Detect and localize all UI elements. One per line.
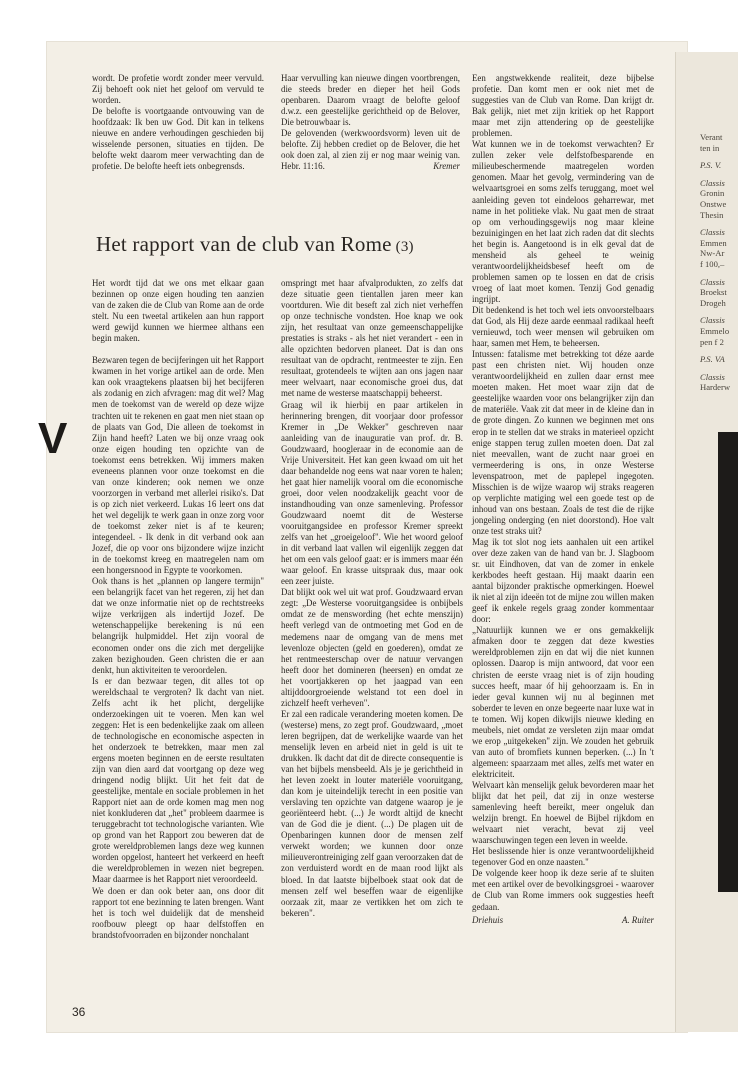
paragraph: Bezwaren tegen de becijferingen uit het Rapport kwamen in het vorige artikel aan de orde. Men kan ook vraagtekens plaatsen bij het becijferen als zodanig en zich afvragen: mag dit wel? Mag men de toekomst van de wereld op deze wijze trachten uit te rekenen en gaat men niet staan op de plaats van God, Die alleen de toekomst in Zijn hand heeft? Laten we bij onze vraag ook onze eigen houding ten opzichte van de toekomst eens betrekken. Wij immers maken eveneens plannen voor onze toekomst en die van onze kinderen; ook nemen we onze voorzorgen in verband met allerlei risiko's. Dat is op zich niet verkeerd. Lukas 16 leert ons dat het wel degelijk te werk gaan in onze zorg voor de toekomst zeker niet is af te keuren; integendeel. - Ik denk in dit verband ook aan Jozef, die op voor ons bijzondere wijze inzicht in de toekomst kreeg en maatregelen nam om een hongersnood in Egypte te voorkomen. — [92, 355, 265, 576]
underlying-page-edge — [675, 52, 738, 1032]
underlying-page-line: Classis — [700, 177, 725, 188]
underlying-dark-block — [718, 432, 738, 892]
underlying-page-line: Harderw — [700, 382, 731, 393]
underlying-page-line: f 100,– — [700, 258, 725, 269]
signature-kremer: Kremer — [433, 161, 460, 172]
signature-location: Driehuis — [472, 914, 504, 925]
underlying-page-line: pen f 2 — [700, 336, 724, 347]
article-title-number: (3) — [395, 239, 414, 255]
paragraph: Wat kunnen we in de toekomst verwachten? Er zullen zeker vele delfstofbesparende en milieubeschermende maatregelen worden genomen. Maar het gevolg, vermindering van de welvaartsgroei en soms zelfs teruggang, moet wel aanleiding geven tot eindeloos geharrewar, met name in het politieke vlak. Nu gaat men de straat op om verhoudingsgewijs nog maar kleine bezuinigingen en het laat zich raden dat dit slechts het begin is. Aangetoond is in elk geval dat de mensheid als geheel te weinig verantwoordelijkheidsbesef heeft om de problemen samen op te lossen en dat de crisis vroeg of laat moet komen. Tenzij God genadig ingrijpt. — [472, 139, 654, 304]
paragraph: De gelovenden (werkwoordsvorm) leven uit de belofte. Zij hebben crediet op de Belover, die het ook doen zal, al zien zij er nog maar weinig van. Hebr. 11:16. — [281, 128, 460, 172]
paragraph: Het wordt tijd dat we ons met elkaar gaan bezinnen op onze eigen houding ten aanzien van de zaken die de Club van Rome aan de orde stelt. Nu een tweetal artikelen aan hun rapport werd gewijd kunnen we hiermee althans een begin maken. — [92, 278, 264, 344]
paragraph — [92, 344, 264, 355]
article-column-1 — [92, 278, 264, 941]
signature-author: A. Ruiter — [621, 914, 654, 925]
paragraph: Intussen: fatalisme met betrekking tot déze aarde past een christen niet. Wij houden onze verantwoordelijkheid en zullen daar ernst mee moeten maken. Het moet waar zijn dat de geestelijke waarden voor ons belangrijker zijn dan de materiële. Vaak zit dat meer in de kleine dan in de grote dingen. Zo kunnen we beginnen met ons erop in te stellen dat we straks in materieel opzicht enige stappen terug zullen moeten doen. Dat zal niet meevallen, want de zucht naar groei en vermeerdering is ons, in onze Westerse levenspatroon, met de paplepel ingegoten. Misschien is de wijze waarop wij straks reageren op verplichte matiging wel een goede test op de inhoud van ons bestaan. Zoals de test die de rijke jongeling onderging (en niet doorstond). Hoe valt onze test straks uit? — [472, 349, 654, 536]
underlying-page-line: Classis — [700, 276, 725, 287]
paragraph: wordt. De profetie wordt zonder meer vervuld. Zij behoeft ook niet het geloof om vervuld te worden. — [92, 73, 264, 106]
underlying-page-line: Onstwe — [700, 198, 727, 209]
underlying-page-line: Broekst — [700, 287, 727, 298]
underlying-page-line: Verant — [700, 132, 723, 142]
underlying-page-line: Emmelo — [700, 325, 730, 336]
paragraph: De belofte is voortgaande ontvouwing van de hoofdzaak: Ik ben uw God. Dit kan in telkens nieuwe en andere verhoudingen geschieden bij wisselende personen, situaties en tijden. De belofte wekt daarom meer verwachting dan de profetie. De belofte heeft iets onbegrensds. — [92, 106, 264, 172]
paragraph: Dit bedenkend is het toch wel iets onvoorstelbaars dat God, als Hij deze aarde eenmaal radikaal heeft vernieuwd, toch weer mensen wil gebruiken om haar, samen met Hem, te beheersen. — [472, 304, 654, 349]
page-number: 36 — [72, 1005, 86, 1019]
paragraph: Een angstwekkende realiteit, deze bijbelse profetie. Dan komt men er ook niet met de suggesties van de Club van Rome. Dan krijgt dr. Bak gelijk, niet met zijn kritiek op het Rapport maar met zijn attendering op de geestelijke problemen. — [472, 73, 654, 139]
paragraph: „Natuurlijk kunnen we er ons gemakkelijk afmaken door te zeggen dat deze kwesties wereldproblemen zijn en dat wij die niet kunnen oplossen. Daarop is mijn antwoord, dat voor een christen de eerste vraag niet is of zijn houding succes heeft, maar óf hij gehoorzaam is. En in ieder geval kunnen wij nu al beginnen met soberder te leven en onze begeerte naar luxe wat in te tomen. Wij kopen dikwijls nieuwe kleding en meubels, niet omdat ze versleten zijn maar omdat we erop „uitgekeken" zijn. We zouden het gebruik van auto of bromfiets kunnen beperken. (...) In 't algemeen: spaarzaam met alles, zelfs met water en elektriciteit. — [472, 625, 654, 779]
top-column-2 — [281, 73, 460, 172]
paragraph: Welvaart kàn menselijk geluk bevorderen maar het blijkt dat het peil, dat zij in onze westerse samenleving heeft bereikt, meer ongeluk dan welzijn brengt. En hoewel de Bijbel rijkdom en welvaart niet veracht, bevat zij veel waarschuwingen tegen een leven in weelde. — [472, 780, 654, 846]
article-column-3 — [472, 73, 654, 926]
paragraph: Het beslissende hier is onze verantwoordelijkheid tegenover God en onze naasten." — [472, 846, 654, 868]
article-title — [96, 232, 414, 257]
paragraph: Mag ik tot slot nog iets aanhalen uit een artikel over deze zaken van de hand van br. J. Slagboom sr. uit Eindhoven, dat van de zomer in enkele kerkbodes heeft gestaan. Hij maakt daarin een aantal bijzonder praktische opmerkingen. Hoewel ik niet al zijn ideeën tot de mijne zou willen maken geef ik enkele regels graag zonder kommentaar door: — [472, 536, 654, 625]
article-column-2 — [281, 278, 463, 919]
underlying-page-line: Nw-Ar — [700, 248, 725, 259]
underlying-page-line: Classis — [700, 315, 725, 326]
underlying-big-letter: V — [38, 414, 68, 463]
underlying-page-line: Emmen — [700, 237, 727, 248]
underlying-page-line: Drogeh — [700, 297, 726, 308]
article-signature — [472, 915, 654, 926]
underlying-page-line: Classis — [700, 371, 725, 382]
paragraph: Er zal een radicale verandering moeten komen. De (westerse) mens, zo zegt prof. Goudzwaard, „moet leren begrijpen, dat de werkelijke waarde van het menselijk leven en arbeid niet in geld is uit te drukken. Ik dacht dat dit de directe consequentie is van het bijbels mensbeeld. Als je je gerichtheid in het leven zoekt in louter materiële vooruitgang, dan kom je uiteindelijk terecht in een positie van verslaving ten opzichte van datgene waarop je je georiënteerd hebt. (...) Je wordt altijd de knecht van de God die je dient. (...) De plagen uit de Openbaringen kunnen door de mensen zelf verwekt worden; we kunnen door onze milieuverontreiniging zelf gaan veroorzaken dat de zon verduisterd wordt en de maan rood lijkt als bloed. In dat laatste bijbelboek staat ook dat de mensen zelf wel beseffen waar de eigenlijke oorzaak zit, maar ze vertikken het om zich te bekeren". — [281, 708, 463, 918]
underlying-page-line: ten in — [700, 142, 720, 153]
underlying-page-line: Gronin — [700, 188, 725, 199]
article-title-text: Het rapport van de club van Rome — [96, 232, 392, 256]
paragraph: De volgende keer hoop ik deze serie af te sluiten met een artikel over de bevolkingsgroei - waarover de Club van Rome immers ook suggesties heeft gedaan. — [472, 868, 654, 912]
paragraph: Is er dan bezwaar tegen, dit alles tot op wereldschaal te vergroten? Ik dacht van niet. Zelfs acht ik het plicht, dergelijke onderzoekingen uit te voeren. Men kan wel zeggen: Het is een bedenkelijke zaak om alleen de technologische en economische aspecten in het onderzoek te betrekken, maar men zal ergens moeten beginnen en de eerste resultaten zijn van dien aard dat voortgang op deze weg dringend nodig blijkt. Uit het feit dat de geestelijke, mentale en sociale problemen in het Rapport niet aan de orde komen mag men nog niet konkluderen dat „het" probleem daarmee is teruggebracht tot technologische varianten. Wie op grond van het Rapport zou beweren dat de grote wereldproblemen langs deze weg kunnen worden opgelost, hanteert het verkeerd en heeft die wereldproblemen in wezen niet begrepen. Maar daarmee is het Rapport niet veroordeeld. — [92, 675, 264, 885]
paragraph: We doen er dan ook beter aan, ons door dit rapport tot ene bezinning te laten brengen. Want het is toch wel duidelijk dat de mensheid roofbouw pleegt op haar delfstoffen en brandstofvoorraden en bijzonder nonchalant — [92, 885, 264, 940]
underlying-page-line: Thesin — [700, 209, 724, 220]
paragraph: Haar vervulling kan nieuwe dingen voortbrengen, die steeds breder en dieper het heil Gods openbaren. Daarom vraagt de belofte geloof d.w.z. een geestelijke gerichtheid op de Belover, Die betrouwbaar is. — [281, 73, 460, 128]
underlying-page-text — [676, 52, 738, 393]
underlying-page-line: P.S. VA — [700, 354, 725, 365]
underlying-page-line: P.S. V. — [700, 160, 722, 171]
underlying-page-line: Classis — [700, 227, 725, 238]
top-column-1 — [92, 73, 264, 172]
paragraph: Graag wil ik hierbij en paar artikelen in herinnering brengen, dit voorjaar door professor Kremer in „De Wekker" geschreven naar aanleiding van de inauguratie van prof. dr. B. Goudzwaard, hoogleraar in de economie aan de Vrije Universiteit. Het kan geen kwaad om uit het daar behandelde nog eens wat naar voren te halen; het gaat hier namelijk vooral om die economische groei, door velen noodzakelijk geacht voor de instandhouding van onze samenleving. Professor Goudzwaard noemt dit de Westerse vooruitgangsidee en professor Kremer spreekt zelfs van het „groeigeloof". Wie het woord geloof in dit verband laat vallen wil eigenlijk zeggen dat het om een vals geloof gaat: er is immers maar één waar geloof. En krasse uitspraak dus, maar ook een zeer juiste. — [281, 399, 463, 587]
paragraph: omspringt met haar afvalprodukten, zo zelfs dat deze situatie geen tientallen jaren meer kan voortduren. Wie dit beseft zal zich niet verheffen op onze technische vondsten. Hoe knap we ook zijn, het resultaat van onze gemeenschappelijke prestaties is straks - als het niet verandert - een in alle opzichten bedorven planeet. Dat is dan ons resultaat van de opdracht, rentmeester te zijn. Een resultaat, grotendeels te wijten aan ons jagen naar meer welvaart, naar economische groei dus, dat met name de westerse maatschappij beheerst. — [281, 278, 463, 399]
paragraph: Dat blijkt ook wel uit wat prof. Goudzwaard ervan zegt: „De Westerse vooruitgangsidee is onbijbels omdat ze de menswording (het echte menszijn) heeft verlegd van de ontmoeting met God en de medemens naar de omgang van de mens met levenloze objecten (geld en goederen), omdat ze het rentmeesterschap over de natuur vervangen heeft door het domineren (heersen) en omdat ze het voortjakkeren op het jaagpad van een altijddoorgroeiende welstand tot een doel in zichzelf heeft verheven". — [281, 587, 463, 708]
paragraph: Ook thans is het „plannen op langere termijn" een belangrijk facet van het regeren, zij het dan dat we onze informatie niet op de rechtstreeks wijze verkrijgen als indertijd Jozef. De wetenschappelijke berekening is nú een belangrijk hulpmiddel. Het zijn vooral de economen onder ons die zich met dergelijke zaken bezighouden. Geen christen die er aan denkt, hun aktiviteiten te veroordelen. — [92, 576, 264, 675]
